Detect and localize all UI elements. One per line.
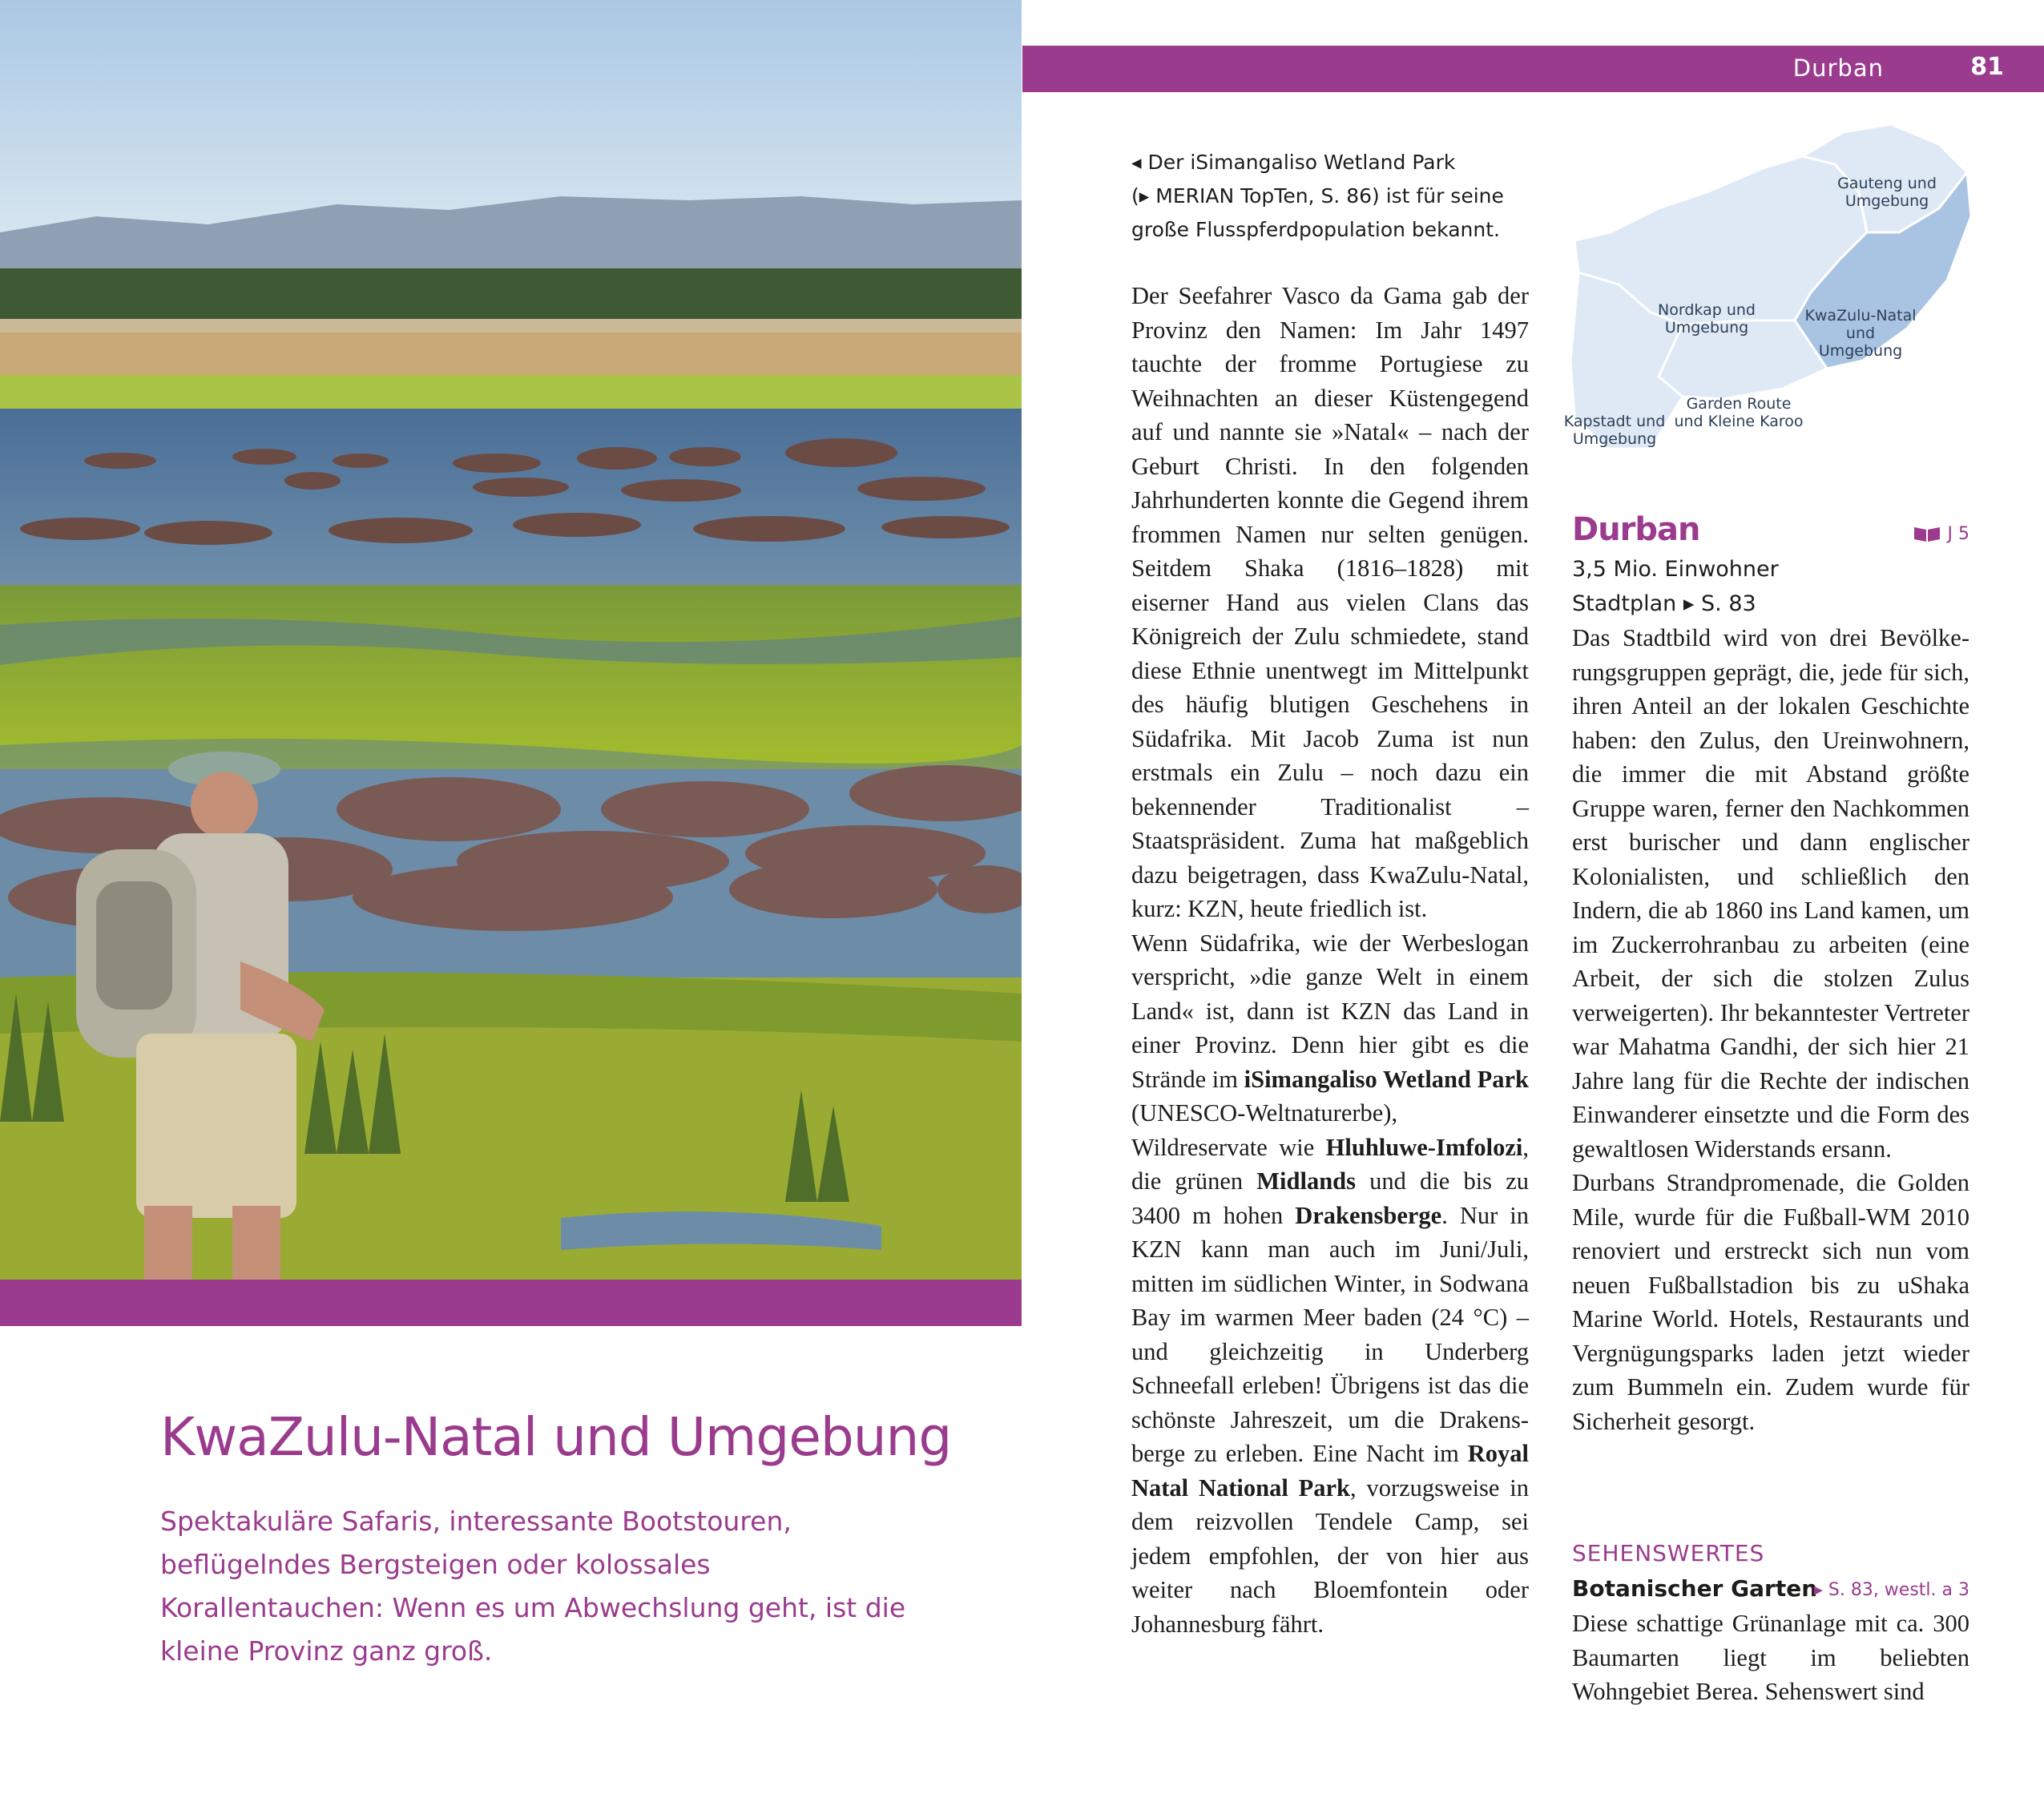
section-name: Durban xyxy=(1572,511,1700,548)
chapter-subtitle: Spektakuläre Safaris, interessante Bootstouren, beflügelndes Bergsteigen oder kolossales Korallentauchen: Wenn es um Abwechslung geht, ist die kleine Provinz ganz groß. xyxy=(160,1506,906,1667)
photo-caption xyxy=(1131,146,1548,247)
svg-text:Garden Routeund Kleine Karoo xyxy=(1674,395,1803,430)
durban-column xyxy=(1572,621,1969,1438)
hero-photo xyxy=(0,0,1022,1280)
map-label: und xyxy=(1845,325,1876,342)
sight-name: Botanischer Garten xyxy=(1572,1575,1818,1602)
map-label: und Kleine Karoo xyxy=(1674,413,1804,430)
book-icon xyxy=(1913,525,1941,542)
durban-paragraph: Durbans Strandpromenade, die Golden Mile, wurde für die Fußball-WM 2010 renoviert und erstreckt sich nun vom neuen Fußballstadion bis zu uShaka Marine World. Hotels, Restaurants und Vergnügungsparks laden jetzt wieder zum Bummeln ein. Zudem wurde für Sicherheit gesorgt. xyxy=(1572,1169,1969,1435)
map-label: Kapstadt und xyxy=(1563,413,1666,430)
map-label: Umgebung xyxy=(1844,192,1929,210)
intro-column xyxy=(1131,279,1529,1641)
page-header xyxy=(1022,46,2044,92)
sights-heading: SEHENSWERTES xyxy=(1572,1540,1765,1566)
durban-heading xyxy=(1572,511,1969,551)
map-label: Garden Route xyxy=(1686,395,1792,413)
region-map xyxy=(1562,120,1979,473)
svg-text:Gauteng undUmgebung xyxy=(1837,175,1937,210)
map-label: Umgebung xyxy=(1818,342,1903,360)
running-title: Durban xyxy=(1792,54,1884,82)
sight-ref: ▸ S. 83, westl. a 3 xyxy=(1813,1580,1969,1600)
svg-text:Nordkap undUmgebung xyxy=(1658,301,1756,337)
intro-paragraph-2: Wenn Südafrika, wie der Werbeslogan verspricht, »die ganze Welt in einem Land« ist, dann ist KZN das Land in einer Provinz. Denn hier gibt es die Strände im iSimangaliso Wetland Park (UNESCO-Weltnaturerbe), Wildreservate wie Hluhluwe-Imfolozi, die grünen Midlands und die bis zu 3400 m hohen Drakensberge. Nur in KZN kann man auch im Juni/Juli, mitten im südlichen Winter, in Sodwana Bay im warmen Meer baden (24 °C) – und gleichzeitig in Underberg Schneefall erleben! Übrigens ist das die schönste Jahreszeit, um die Drakensberge zu erleben. Eine Nacht im Royal Natal National Park, vorzugsweise in dem reizvollen Tendele Camp, sei jedem empfohlen, der von hier aus weiter nach Bloemfontein oder Johannesburg fährt. xyxy=(1131,929,1529,1638)
caption-line: ◂ Der iSimangaliso Wetland Park xyxy=(1131,151,1456,174)
durban-meta xyxy=(1572,553,1969,621)
population: 3,5 Mio. Einwohner xyxy=(1572,557,1779,582)
map-label: Umgebung xyxy=(1664,319,1749,337)
photo-accent-band xyxy=(0,1280,1022,1326)
map-reference: J 5 xyxy=(1913,524,1969,544)
caption-line: große Flusspferdpopulation bekannt. xyxy=(1131,218,1500,241)
sight-item xyxy=(1572,1574,1969,1607)
caption-line: (▸ MERIAN TopTen, S. 86) ist für seine xyxy=(1131,184,1504,208)
page-number: 81 xyxy=(1970,53,2004,81)
map-label: Nordkap und xyxy=(1658,301,1756,319)
svg-text:Kapstadt undUmgebung xyxy=(1564,413,1666,448)
cityplan-ref: Stadtplan ▸ S. 83 xyxy=(1572,591,1756,616)
map-label: Gauteng und xyxy=(1837,175,1937,192)
chapter-title: KwaZulu-Natal und Umgebung xyxy=(160,1406,952,1468)
map-label: KwaZulu-Natal xyxy=(1804,307,1917,325)
durban-paragraph: Das Stadtbild wird von drei Bevölkerungsgruppen geprägt, die, jede für sich, ihren Anteil an der lokalen Geschichte haben: den Zulus, den Ureinwohnern, die immer die mit Abstand größte Gruppe waren, ferner den Nachkommen erst burischer und dann englischer Kolonialisten, und schließlich den Indern, die ab 1860 ins Land kamen, um im Zuckerrohranbau zu arbeiten (eine Arbeit, der sich die stolzen Zulus verweigerten). Ihr bekanntester Vertreter war Mahatma Gandhi, der sich hier 21 Jahre lang für die Rechte der indischen Einwanderer einsetzte und die Form des gewaltlosen Widerstands ersann. xyxy=(1572,624,1969,1163)
sight-description: Diese schattige Grünanlage mit ca. 300 Baumarten liegt im beliebten Wohngebiet Berea. Sehenswert sind xyxy=(1572,1610,1969,1705)
map-label: Umgebung xyxy=(1572,430,1657,448)
intro-paragraph: Der Seefahrer Vasco da Gama gab der Provinz den Namen: Im Jahr 1497 tauchte der fromme Portugiese zu Weihnachten an dieser Küstengegend auf und nannte sie »Natal« – nach der Geburt Christi. In den folgenden Jahrhunderten konnte die Gegend ihrem frommen Namen nur selten genügen. Seitdem Shaka (1816–1828) mit eiserner Hand aus vielen Clans das Königreich der Zulu schmiedete, stand diese Ethnie unentwegt im Mittelpunkt des häufig blutigen Geschehens in Südafrika. Mit Jacob Zuma ist nun erstmals ein Zulu – noch dazu ein bekennender Traditionalist – Staatspräsident. Zuma hat maßgeblich dazu beigetragen, dass KwaZulu-Natal, kurz: KZN, heute friedlich ist. xyxy=(1131,282,1529,922)
